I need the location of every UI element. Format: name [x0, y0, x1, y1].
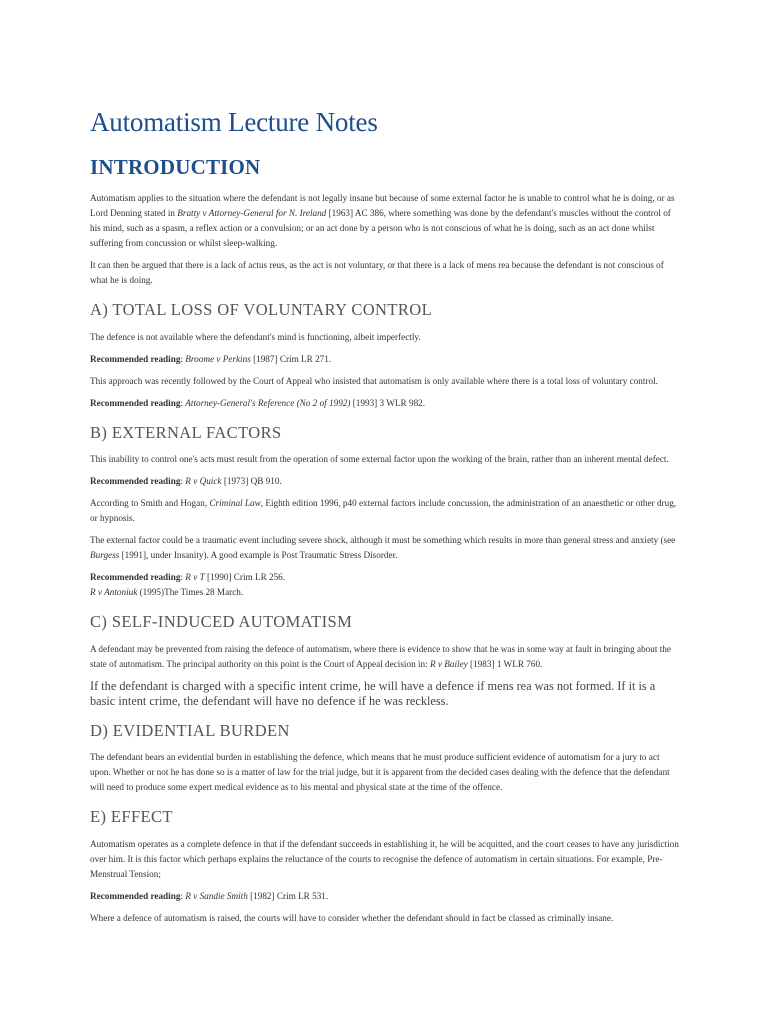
- section-e-paragraph-1: Automatism operates as a complete defence in that if the defendant succeeds in establishing it, he will be acquitted, and the court ceases to have any jurisdiction over him. It is this factor which perhaps explains the reluctance of the courts to recognise the defence of automatism in certain situations. For example, Pre-Menstrual Tension;: [90, 838, 679, 879]
- section-a-paragraph-2: This approach was recently followed by the Court of Appeal who insisted that automatism is only available where there is a total loss of voluntary control.: [90, 375, 658, 386]
- intro-paragraph-1: Automatism applies to the situation where the defendant is not legally insane but because of some external factor he is unable to control what he is doing, or as Lord Denning stated in Bratty v Attorney-General for N. Ireland [1963] AC 386, where something was done by the defendant's muscles without the control of his mind, such as a spasm, a reflex action or a convulsion; or an act done by a person who is not conscious of what he is doing, such as an act done whilst suffering from concussion or whilst sleep-walking.: [90, 193, 675, 249]
- section-c-heading: C) SELF-INDUCED AUTOMATISM: [90, 612, 353, 632]
- case-name: Bratty v Attorney-General for N. Ireland: [177, 208, 327, 219]
- section-a-paragraph-1: The defence is not available where the defendant's mind is functioning, albeit imperfectly.: [90, 331, 421, 342]
- section-d-heading: D) EVIDENTIAL BURDEN: [90, 720, 290, 740]
- section-a-reading-2: Recommended reading: Attorney-General's Reference (No 2 of 1992) [1993] 3 WLR 982.: [90, 397, 426, 408]
- section-b-reading-2: Recommended reading: R v T [1990] Crim LR 256.: [90, 572, 286, 583]
- section-b-reading-1: Recommended reading: R v Quick [1973] QB 910.: [90, 476, 282, 487]
- section-b-heading: B) EXTERNAL FACTORS: [90, 422, 282, 442]
- section-a-heading: A) TOTAL LOSS OF VOLUNTARY CONTROL: [90, 300, 433, 320]
- section-e-reading-1: Recommended reading: R v Sandie Smith [1982] Crim LR 531.: [90, 890, 329, 901]
- document-title: Automatism Lecture Notes: [90, 107, 378, 137]
- section-a-reading-1: Recommended reading: Broome v Perkins [1987] Crim LR 271.: [90, 353, 332, 364]
- intro-paragraph-2: It can then be argued that there is a lack of actus reus, as the act is not voluntary, or that there is a lack of mens rea because the defendant is not conscious of what he is doing.: [90, 260, 664, 286]
- section-c-paragraph-2: If the defendant is charged with a specific intent crime, he will have a defence if mens rea was not formed. If it is a basic intent crime, the defendant will have no defence if he was reckless.: [90, 678, 656, 708]
- section-b-paragraph-1: This inability to control one's acts must result from the operation of some external factor upon the working of the brain, rather than an inherent mental defect.: [90, 454, 669, 465]
- document-content: [90, 105, 680, 933]
- section-b-paragraph-2: According to Smith and Hogan, Criminal Law, Eighth edition 1996, p40 external factors include concussion, the administration of an anaesthetic or other drug, or hypnosis.: [90, 498, 677, 524]
- section-e-heading: E) EFFECT: [90, 807, 173, 827]
- section-b-reading-3: R v Antoniuk (1995)The Times 28 March.: [90, 587, 244, 598]
- section-c-paragraph-1: A defendant may be prevented from raising the defence of automatism, where there is evidence to show that he was in some way at fault in bringing about the state of automatism. The principal authority on this point is the Court of Appeal decision in: R v Bailey [1983] 1 WLR 760.: [90, 643, 671, 669]
- introduction-heading: INTRODUCTION: [90, 155, 261, 180]
- section-d-paragraph-1: The defendant bears an evidential burden in establishing the defence, which means that he must produce sufficient evidence of automatism for a jury to act upon. Whether or not he has done so is a matter of law for the trial judge, but it is apparent from the decided cases dealing with the defence that the defendant will need to produce some expert medical evidence as to his mental and physical state at the time of the offence.: [90, 752, 670, 793]
- section-b-paragraph-3: The external factor could be a traumatic event including severe shock, although it must be something which results in more than general stress and anxiety (see Burgess [1991], under Insanity). A good example is Post Traumatic Stress Disorder.: [90, 535, 676, 561]
- section-e-paragraph-2: Where a defence of automatism is raised, the courts will have to consider whether the defendant should in fact be classed as criminally insane.: [90, 912, 614, 923]
